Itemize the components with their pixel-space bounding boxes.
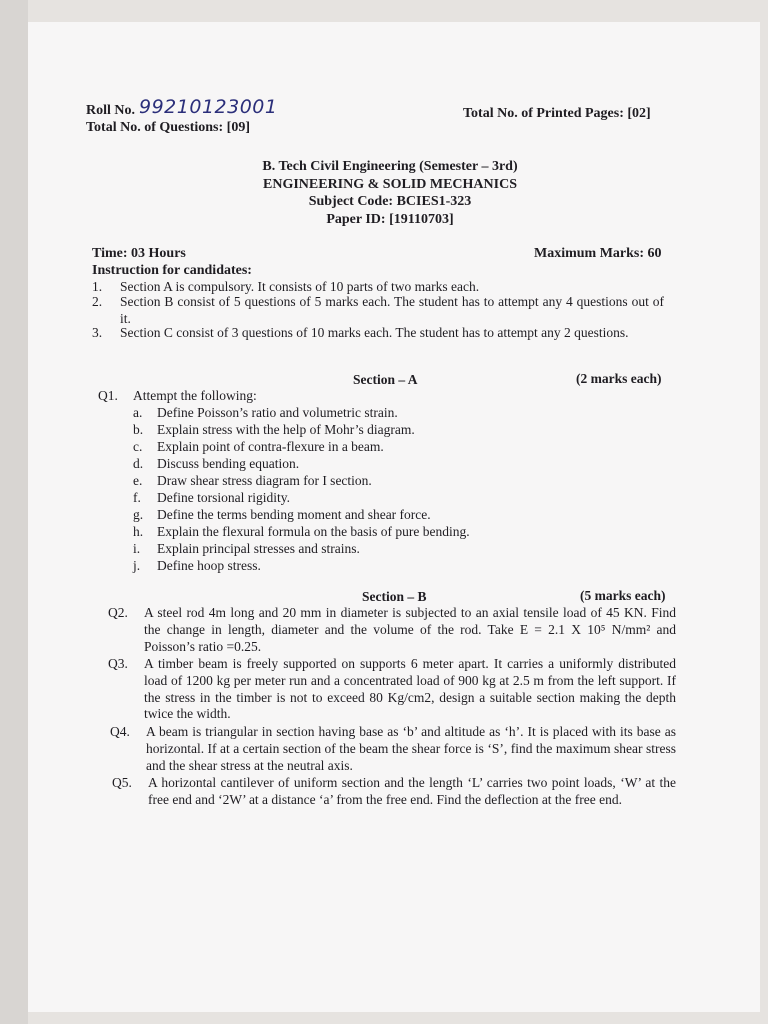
instruction-text: Section B consist of 5 questions of 5 marks each. The student has to attempt any 4 questions out of it. [120,294,664,326]
part-text: Define Poisson’s ratio and volumetric strain. [157,405,398,420]
instruction-number: 3. [92,325,103,340]
section-b-marks: (5 marks each) [580,588,666,603]
part-text: Explain stress with the help of Mohr’s diagram. [157,422,415,437]
part-letter: e. [133,473,143,488]
question-text: A steel rod 4m long and 20 mm in diameter is subjected to an axial tensile load of 45 KN. Find the change in length, diameter and the volume of the rod. Take E = 2.1 X 10⁵ N/mm² and Poisson’s ratio =0.25. [144,605,676,654]
question-number: Q4. [110,724,130,739]
list-item [133,507,431,523]
instruction-text: Section A is compulsory. It consists of 10 parts of two marks each. [120,279,480,294]
subject-code: Subject Code: BCIES1-323 [308,194,472,209]
part-text: Explain point of contra-flexure in a beam. [157,439,384,454]
scan-margin [0,0,28,1024]
part-text: Define torsional rigidity. [157,490,290,505]
question-number: Q1. [98,388,118,403]
question-item [108,605,676,655]
part-letter: f. [133,490,141,505]
total-printed-pages: Total No. of Printed Pages: [02] [463,106,651,121]
course-title: B. Tech Civil Engineering (Semester – 3rd) [262,159,518,174]
instruction-number: 2. [92,294,103,309]
question-number: Q3. [108,656,128,671]
section-a-marks: (2 marks each) [576,371,662,386]
roll-number-handwritten: 99210123001 [139,96,278,118]
list-item [133,558,261,574]
part-text: Explain principal stresses and strains. [157,541,360,556]
instructions-heading: Instruction for candidates: [92,263,252,278]
question-text: A timber beam is freely supported on supports 6 meter apart. It carries a uniformly distributed load of 1200 kg per meter run and a concentrated load of 900 kg at 2.5 m from the left support. If the stress in the timber is not to exceed 80 Kg/cm2, design a suitable section making the depth twice the width. [144,656,676,722]
section-b-heading: Section – B [362,589,427,604]
part-text: Define hoop stress. [157,558,261,573]
roll-number-label: Roll No. [86,103,135,118]
part-letter: a. [133,405,143,420]
instruction-item [92,325,672,342]
question-text: A horizontal cantilever of uniform section and the length ‘L’ carries two point loads, ‘W’ at the free end and ‘2W’ at a distance ‘a’ from the free end. Find the deflection at the free end. [148,775,676,807]
subject-title: ENGINEERING & SOLID MECHANICS [263,177,517,192]
maximum-marks: Maximum Marks: 60 [534,246,662,261]
part-letter: h. [133,524,144,539]
question-item [110,724,676,774]
list-item [133,524,470,540]
part-text: Draw shear stress diagram for I section. [157,473,372,488]
question-text: Attempt the following: [133,388,257,403]
instruction-item [92,294,672,328]
part-text: Define the terms bending moment and shear force. [157,507,431,522]
total-questions: Total No. of Questions: [09] [86,120,250,135]
part-text: Discuss bending equation. [157,456,300,471]
question-number: Q5. [112,775,132,790]
part-letter: c. [133,439,143,454]
list-item [133,541,360,557]
list-item [133,473,372,489]
part-letter: i. [133,541,141,556]
list-item [133,405,398,421]
part-letter: g. [133,507,144,522]
question-number: Q2. [108,605,128,620]
section-a-heading: Section – A [353,372,418,387]
part-letter: j. [133,558,141,573]
list-item [133,422,415,438]
question-text: A beam is triangular in section having base as ‘b’ and altitude as ‘h’. It is placed with its base as horizontal. If at a certain section of the beam the shear force is ‘S’, find the maximum shear stress and the shear stress at the neutral axis. [146,724,676,773]
list-item [133,490,290,506]
list-item [133,439,384,455]
paper-id: Paper ID: [19110703] [326,212,454,227]
question-item [108,656,676,723]
part-text: Explain the flexural formula on the basis of pure bending. [157,524,470,539]
instruction-text: Section C consist of 3 questions of 10 marks each. The student has to attempt any 2 questions. [120,325,629,340]
instruction-number: 1. [92,279,103,294]
part-letter: b. [133,422,144,437]
part-letter: d. [133,456,144,471]
list-item [133,456,299,472]
question-item [112,775,676,809]
exam-time: Time: 03 Hours [92,246,186,261]
